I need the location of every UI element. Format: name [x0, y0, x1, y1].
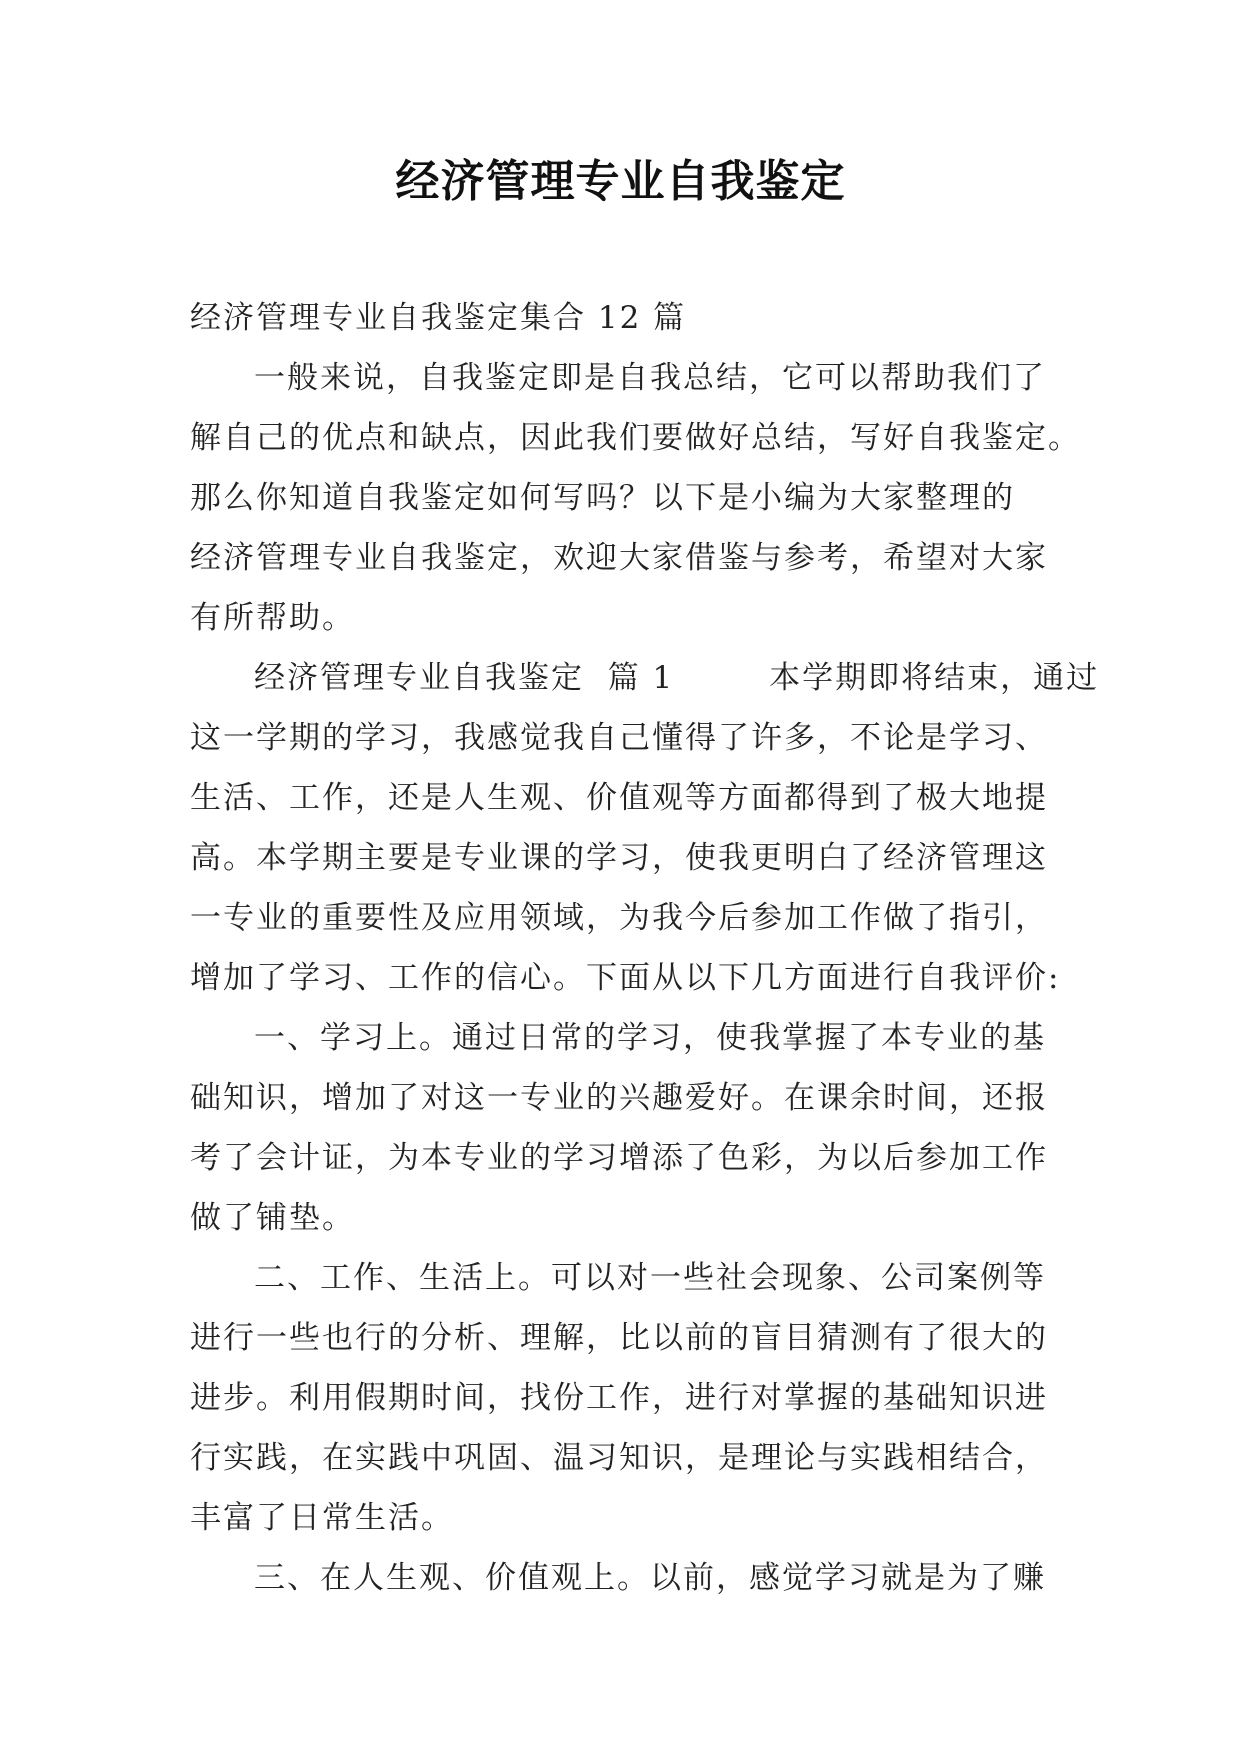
- paragraph-line: 一专业的重要性及应用领域，为我今后参加工作做了指引，: [190, 900, 1048, 936]
- paragraph-line: 经济管理专业自我鉴定，欢迎大家借鉴与参考，希望对大家: [190, 540, 1048, 576]
- paragraph-line: 一般来说，自我鉴定即是自我总结，它可以帮助我们了: [254, 360, 1046, 396]
- paragraph-line: 进步。利用假期时间，找份工作，进行对掌握的基础知识进: [190, 1380, 1048, 1416]
- paragraph-line: 高。本学期主要是专业课的学习，使我更明白了经济管理这: [190, 840, 1048, 876]
- paragraph-line: 这一学期的学习，我感觉我自己懂得了许多，不论是学习、: [190, 720, 1048, 756]
- paragraph-line: 考了会计证，为本专业的学习增添了色彩，为以后参加工作: [190, 1140, 1048, 1176]
- document-body: [190, 288, 1100, 1608]
- paragraph-line: 二、工作、生活上。可以对一些社会现象、公司案例等: [254, 1260, 1046, 1296]
- paragraph-line: 一、学习上。通过日常的学习，使我掌握了本专业的基: [254, 1020, 1046, 1056]
- paragraph-line: 行实践，在实践中巩固、温习知识，是理论与实践相结合，: [190, 1440, 1048, 1476]
- paragraph-line: 丰富了日常生活。: [190, 1500, 454, 1536]
- paragraph-line: 有所帮助。: [190, 600, 355, 636]
- paragraph-line: 进行一些也行的分析、理解，比以前的盲目猜测有了很大的: [190, 1320, 1048, 1356]
- paragraph-line: 增加了学习、工作的信心。下面从以下几方面进行自我评价:: [190, 960, 1061, 996]
- section-heading-line: 经济管理专业自我鉴定 篇 1 本学期即将结束，通过: [254, 660, 1100, 696]
- paragraph-line: 生活、工作，还是人生观、价值观等方面都得到了极大地提: [190, 780, 1048, 816]
- paragraph-line: 三、在人生观、价值观上。以前，感觉学习就是为了赚: [254, 1560, 1046, 1596]
- paragraph-line: 础知识，增加了对这一专业的兴趣爱好。在课余时间，还报: [190, 1080, 1048, 1116]
- paragraph-line: 那么你知道自我鉴定如何写吗？以下是小编为大家整理的: [190, 480, 1015, 516]
- subtitle-line: 经济管理专业自我鉴定集合 12 篇: [190, 300, 687, 336]
- document-title: 经济管理专业自我鉴定: [395, 156, 846, 207]
- paragraph-line: 解自己的优点和缺点，因此我们要做好总结，写好自我鉴定。: [190, 420, 1081, 456]
- paragraph-line: 做了铺垫。: [190, 1200, 355, 1236]
